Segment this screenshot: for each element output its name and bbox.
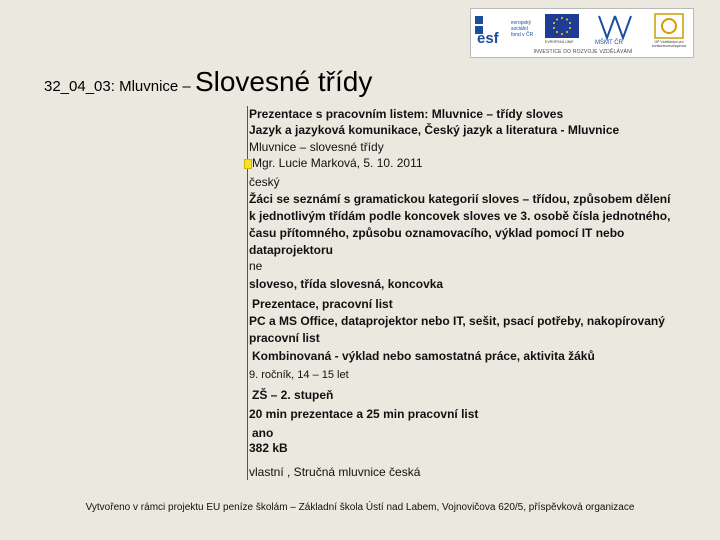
text-cursor-marker (244, 159, 252, 169)
esf-logo-text: esf (477, 30, 499, 46)
value-stupen: ZŠ – 2. stupeň (252, 388, 334, 402)
value-vystup: Žáci se seznámí s gramatickou kategorií sloves – třídou, způsobem dělení k jednotlivým třídám podle koncovek sloves ve 3. osobě čísla jednotného, času přítomného, způsobu oznamovacího, výklad pomocí IT nebo dataprojektoru (249, 192, 671, 257)
op-vk-logo-text: OP Vzdělávání pro konkurenceschopnost (651, 40, 687, 48)
eu-flag-icon (545, 14, 579, 38)
esf-logo (475, 14, 543, 46)
title-main: Slovesné třídy (194, 66, 373, 97)
eu-caption: EVROPSKÁ UNIE (545, 40, 574, 44)
value-cas: 20 min prezentace a 25 min pracovní list (249, 407, 479, 421)
value-oblast: Jazyk a jazyková komunikace, Český jazyk a literatura - Mluvnice (249, 123, 620, 137)
msmt-logo (585, 12, 643, 46)
value-interaktivita: Kombinovaná - výklad nebo samostatná práce, aktivita žáků (252, 349, 595, 363)
esf-logo-sub3: fond v ČR (511, 32, 534, 38)
logo-strip (470, 8, 694, 58)
esf-logo-sub2: sociální (511, 26, 528, 32)
footer-note: Vytvořeno v rámci projektu EU peníze školám – Základní škola Ústí nad Labem, Vojnovičova 620/5, příspěvková organizace (85, 502, 635, 513)
logo-strip-caption: INVESTICE DO ROZVOJE VZDĚLÁVÁNÍ (533, 49, 633, 55)
value-potreby: ne (249, 259, 263, 273)
title-code: 32_04_03: Mluvnice – (44, 78, 195, 95)
esf-logo-sub1: evropský (511, 20, 532, 26)
value-zdroje: vlastní , Stručná mluvnice česká (249, 465, 421, 479)
value-reseni: ano (252, 426, 274, 440)
page-title (44, 66, 372, 98)
msmt-logo-text: MŠMT ČR (595, 40, 623, 46)
value-autor: Mgr. Lucie Marková, 5. 10. 2011 (252, 156, 423, 170)
value-velikost: 382 kB (249, 441, 288, 455)
value-material: Prezentace, pracovní list (252, 297, 393, 311)
value-anotace: Prezentace s pracovním listem: Mluvnice – třídy sloves (249, 107, 564, 121)
value-skupina: 9. ročník, 14 – 15 let (249, 369, 349, 381)
op-vk-logo (647, 12, 691, 50)
value-okruh: Mluvnice – slovesné třídy (249, 140, 384, 154)
value-slova: sloveso, třída slovesná, koncovka (249, 277, 444, 291)
value-jazyk: český (249, 175, 280, 189)
value-pomucky: PC a MS Office, dataprojektor nebo IT, sešit, psací potřeby, nakopírovaný pracovní list (249, 314, 665, 345)
